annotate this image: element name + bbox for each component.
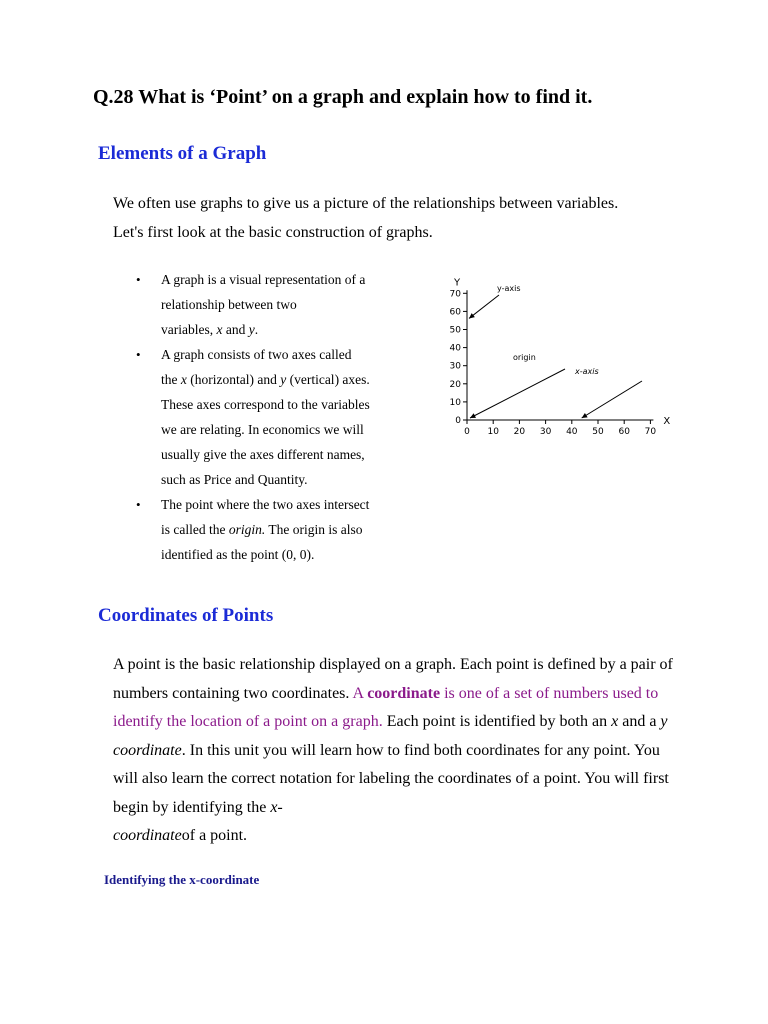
annotation-label: x-axis bbox=[575, 367, 599, 376]
axes-group bbox=[453, 277, 670, 427]
y-tick-label: 40 bbox=[449, 343, 461, 354]
bullet-2-line-4: we are relating. In economics we will bbox=[161, 422, 364, 437]
y-tick-label: 0 bbox=[455, 416, 461, 426]
text-fragment: is called the bbox=[161, 522, 229, 537]
annotation-group bbox=[469, 284, 642, 418]
tick-group bbox=[450, 289, 657, 437]
var-y: y bbox=[248, 322, 255, 337]
text-fragment: Each point is identified by both an bbox=[382, 713, 612, 730]
annotation-arrow-arrowhead bbox=[582, 413, 588, 418]
bullet-icon: • bbox=[136, 347, 141, 362]
bullet-2-line-3: These axes correspond to the variables bbox=[161, 397, 370, 412]
text-fragment: (vertical) axes. bbox=[286, 372, 370, 387]
text-fragment: the bbox=[161, 372, 181, 387]
bullet-2-line-6: such as Price and Quantity. bbox=[161, 472, 308, 487]
bullet-3-line-3: identified as the point (0, 0). bbox=[161, 547, 315, 562]
x-tick-label: 20 bbox=[513, 427, 526, 437]
y-tick-label: 10 bbox=[449, 397, 461, 408]
text-fragment: and a bbox=[618, 713, 661, 730]
bullet-1-line-2: relationship between two bbox=[161, 297, 297, 312]
annotation-arrow-line bbox=[582, 381, 642, 418]
annotation-arrow-arrowhead bbox=[469, 313, 475, 318]
x-tick-label: 60 bbox=[618, 427, 630, 437]
annotation-arrow-line bbox=[469, 295, 499, 318]
bullet-2-line-2 bbox=[161, 367, 406, 392]
text-fragment: . bbox=[254, 322, 259, 337]
question-title: Q.28 What is ‘Point’ on a graph and explain how to find it. bbox=[93, 86, 593, 108]
bullet-2-line-5: usually give the axes different names, bbox=[161, 447, 365, 462]
graph-facts-list bbox=[136, 267, 406, 567]
x-tick-label: 70 bbox=[644, 427, 657, 437]
text-fragment: A bbox=[352, 684, 368, 702]
term-y-coordinate: y coordinate bbox=[113, 713, 668, 759]
x-tick-label: 0 bbox=[464, 427, 470, 437]
intro-line-2: Let's first look at the basic construction of graphs. bbox=[113, 224, 433, 241]
coordinates-paragraph bbox=[113, 651, 683, 851]
var-x: x bbox=[611, 713, 619, 730]
text-fragment: and bbox=[222, 322, 249, 337]
text-fragment: of a point. bbox=[181, 827, 248, 844]
text-fragment: . In this unit you will learn how to find both coordinates for any point. You will also learn the correct notation for labeling the coordinates of a point. You will first begin by identifying the bbox=[113, 741, 669, 816]
y-tick-label: 20 bbox=[449, 379, 461, 390]
y-tick-label: 70 bbox=[449, 289, 461, 300]
annotation-label: origin bbox=[513, 353, 536, 362]
annotation-label: y-axis bbox=[497, 284, 521, 293]
list-item bbox=[136, 492, 406, 567]
heading-identifying-x-coordinate: Identifying the x-coordinate bbox=[104, 872, 260, 887]
y-tick-label: 30 bbox=[449, 361, 461, 372]
text-fragment: is one of a set of numbers used to identify the location of a point on a graph. bbox=[113, 684, 659, 730]
term-x-coordinate-part-1: x- bbox=[270, 798, 283, 816]
bullet-icon: • bbox=[136, 272, 141, 287]
var-x: x bbox=[180, 372, 187, 387]
bullet-2-line-1: A graph consists of two axes called bbox=[161, 347, 352, 362]
axes-diagram bbox=[420, 265, 680, 445]
text-fragment: A point is the basic relationship displayed on a graph. Each point is defined by a pair of numbers containing two coordinates. bbox=[113, 656, 673, 702]
y-tick-label: 60 bbox=[449, 307, 461, 318]
bullet-icon: • bbox=[136, 497, 141, 512]
y-tick-label: 50 bbox=[449, 325, 461, 336]
var-x: x bbox=[216, 322, 223, 337]
y-axis-label: Y bbox=[454, 277, 461, 289]
bullet-3-line-2 bbox=[161, 517, 406, 542]
bullet-3-line-1: The point where the two axes intersect bbox=[161, 497, 370, 512]
annotation-arrow-line bbox=[470, 369, 565, 418]
var-y: y bbox=[280, 372, 287, 387]
text-fragment: (horizontal) and bbox=[186, 372, 281, 387]
term-x-coordinate-part-2: coordinate bbox=[113, 827, 182, 844]
heading-elements-of-graph: Elements of a Graph bbox=[98, 143, 267, 164]
term-origin: origin. bbox=[228, 522, 266, 537]
x-tick-label: 30 bbox=[539, 427, 552, 437]
heading-coordinates-of-points: Coordinates of Points bbox=[98, 605, 274, 626]
intro-paragraph bbox=[113, 189, 683, 247]
list-item bbox=[136, 267, 406, 342]
x-tick-label: 10 bbox=[487, 427, 499, 437]
text-fragment: variables, bbox=[161, 322, 217, 337]
text-fragment: The origin is also bbox=[265, 522, 363, 537]
bullet-1-line-3 bbox=[161, 317, 406, 342]
intro-line-1: We often use graphs to give us a picture of the relationships between variables. bbox=[113, 195, 619, 212]
term-coordinate: coordinate bbox=[367, 684, 441, 702]
x-tick-label: 50 bbox=[592, 427, 604, 437]
list-item bbox=[136, 342, 406, 492]
bullet-1-line-1: A graph is a visual representation of a bbox=[161, 272, 366, 287]
x-tick-label: 40 bbox=[566, 427, 578, 437]
x-axis-label: X bbox=[663, 416, 671, 427]
